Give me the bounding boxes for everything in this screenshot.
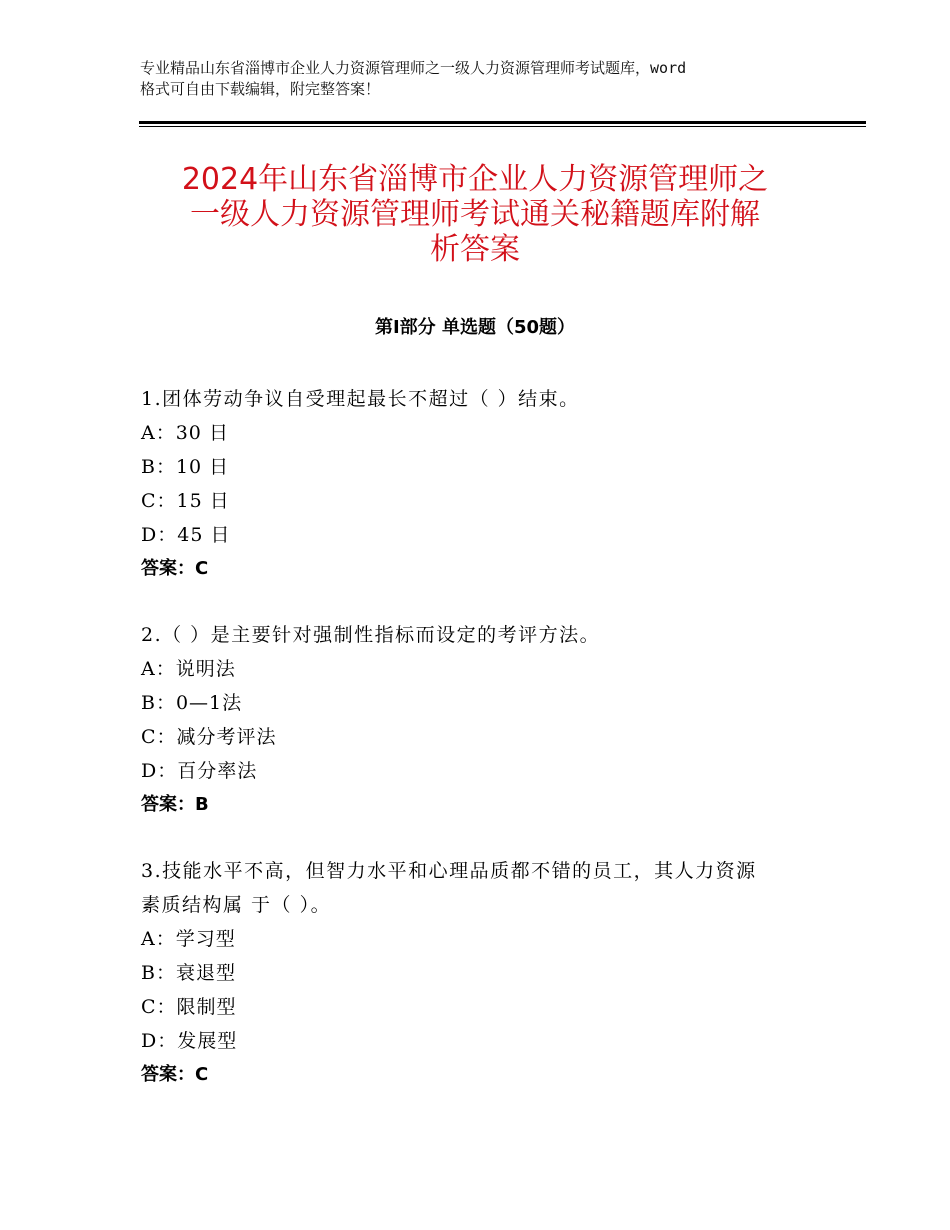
question-stem-line: 2.（ ）是主要针对强制性指标而设定的考评方法。 xyxy=(141,624,601,646)
question-stem xyxy=(141,382,821,416)
option-c: C：限制型 xyxy=(141,996,237,1018)
option-a: A：说明法 xyxy=(141,658,236,680)
question-stem-line: 素质结构属 于（ ）。 xyxy=(141,894,332,916)
header-note-line-1: 专业精品山东省淄博市企业人力资源管理师之一级人力资源管理师考试题库，word xyxy=(140,59,687,77)
header-note xyxy=(140,58,820,100)
question-stem-line: 1.团体劳动争议自受理起最长不超过（ ）结束。 xyxy=(141,388,580,410)
option-a: A：30 日 xyxy=(141,422,229,444)
question-3 xyxy=(141,854,821,1092)
option-b: B：衰退型 xyxy=(141,962,236,984)
option-b: B：0—1法 xyxy=(141,692,243,714)
question-1 xyxy=(141,382,821,586)
option-a: A：学习型 xyxy=(141,928,236,950)
option-d: D：发展型 xyxy=(141,1030,238,1052)
option-d: D：百分率法 xyxy=(141,760,258,782)
option-c: C：15 日 xyxy=(141,490,230,512)
question-stem xyxy=(141,618,821,652)
question-list xyxy=(141,382,821,1124)
document-title-line-2: 一级人力资源管理师考试通关秘籍题库附解 xyxy=(190,197,760,232)
document-title xyxy=(120,162,830,267)
document-title-line-1: 2024年山东省淄博市企业人力资源管理师之 xyxy=(181,162,769,197)
question-stem-line: 3.技能水平不高，但智力水平和心理品质都不错的员工，其人力资源 xyxy=(141,860,757,882)
section-heading: 第Ⅰ部分 单选题（50题） xyxy=(374,317,575,338)
document-title-line-3: 析答案 xyxy=(430,232,520,267)
answer: 答案：C xyxy=(141,558,209,579)
header-rule-thick xyxy=(139,121,866,124)
question-stem xyxy=(141,854,821,922)
answer: 答案：C xyxy=(141,1064,209,1085)
question-2 xyxy=(141,618,821,822)
header-note-line-2: 格式可自由下载编辑，附完整答案！ xyxy=(140,80,381,98)
header-rule-thin xyxy=(139,126,866,127)
option-c: C：减分考评法 xyxy=(141,726,277,748)
option-b: B：10 日 xyxy=(141,456,230,478)
option-d: D：45 日 xyxy=(141,524,231,546)
answer: 答案：B xyxy=(141,794,209,815)
